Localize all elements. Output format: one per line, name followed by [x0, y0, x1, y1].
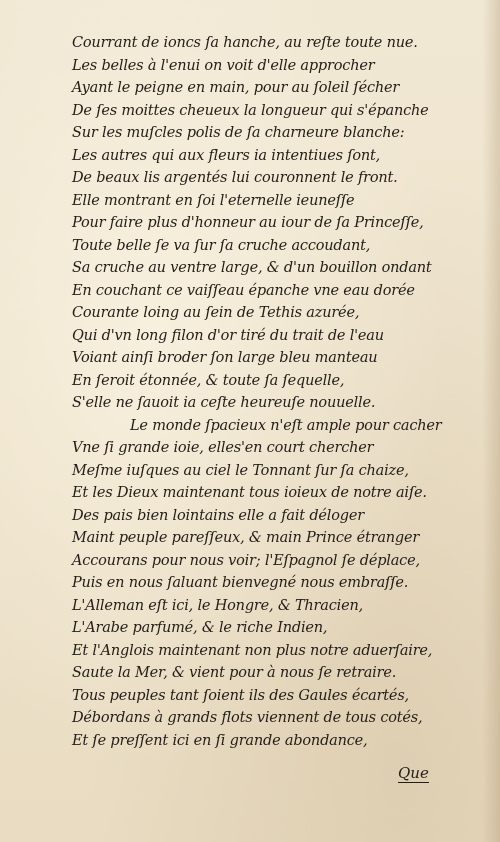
verse-line: S'elle ne ſauoit ia ceſte heureuſe nouuelle.: [72, 395, 376, 411]
verse-line: Et l'Anglois maintenant non plus notre aduerſaire,: [72, 642, 433, 659]
verse-line: Ayant le peigne en main, pour au ſoleil ſécher: [72, 80, 400, 96]
verse-line: Tous peuples tant ſoient ils des Gaules écartés,: [72, 687, 409, 704]
verse-line: Voiant ainſi broder ſon large bleu manteau: [72, 350, 378, 366]
verse-line: Puis en nous ſaluant bienvegné nous embraſſe.: [72, 575, 409, 591]
verse-line: Saute la Mer, & vient pour à nous ſe retraire.: [72, 665, 397, 681]
verse-line: Maint peuple pareſſeux, & main Prince étranger: [72, 530, 420, 546]
verse-line: Accourans pour nous voir; l'Eſpagnol ſe déplace,: [72, 552, 420, 569]
verse-line: L'Arabe parfumé, & le riche Indien,: [72, 620, 328, 636]
catchword: Que: [398, 764, 429, 782]
verse-line: De ſes moittes cheueux la longueur qui s'épanche: [72, 102, 429, 119]
verse-line-indented: Le monde ſpacieux n'eſt ample pour cacher: [130, 417, 442, 434]
verse-line: En couchant ce vaiſſeau épanche vne eau dorée: [72, 282, 415, 299]
verse-line: Sa cruche au ventre large, & d'un bouillon ondant: [72, 260, 432, 276]
verse-line: En ſeroit étonnée, & toute ſa ſequelle,: [72, 372, 345, 389]
verse-line: Pour faire plus d'honneur au iour de ſa Princeſſe,: [72, 215, 424, 231]
verse-line: Vne ſi grande ioie, elles'en court chercher: [72, 440, 374, 456]
verse-line: Les belles à l'enui on voit d'elle approcher: [72, 57, 375, 74]
verse-line: Courrant de ioncs ſa hanche, au reſte toute nue.: [72, 35, 418, 51]
verse-line: Et les Dieux maintenant tous ioieux de notre aiſe.: [72, 485, 427, 501]
page-edge-shadow: [482, 0, 500, 842]
verse-line: Débordans à grands flots viennent de tous cotés,: [72, 710, 423, 726]
verse-line: De beaux lis argentés lui couronnent le front.: [72, 170, 398, 186]
verse-line: Toute belle ſe va ſur ſa cruche accoudant,: [72, 237, 371, 254]
verse-line: L'Alleman eſt ici, le Hongre, & Thracien,: [72, 597, 364, 614]
verse-line: Meſme iuſques au ciel le Tonnant ſur ſa chaize,: [72, 462, 409, 479]
verse-line: Des pais bien lointains elle a fait déloger: [72, 507, 364, 524]
verse-line: Qui d'vn long filon d'or tiré du trait de l'eau: [72, 327, 384, 344]
verse-line: Sur les muſcles polis de ſa charneure blanche:: [72, 125, 405, 141]
verse-line: Les autres qui aux fleurs ia intentiues ſont,: [72, 147, 381, 164]
verse-line: Et ſe preſſent ici en ſi grande abondance,: [72, 732, 368, 749]
verse-block: [72, 32, 472, 752]
verse-line: Elle montrant en ſoi l'eternelle ieuneſſe: [72, 192, 355, 209]
verse-line: Courante loing au ſein de Tethis azurée,: [72, 305, 360, 321]
